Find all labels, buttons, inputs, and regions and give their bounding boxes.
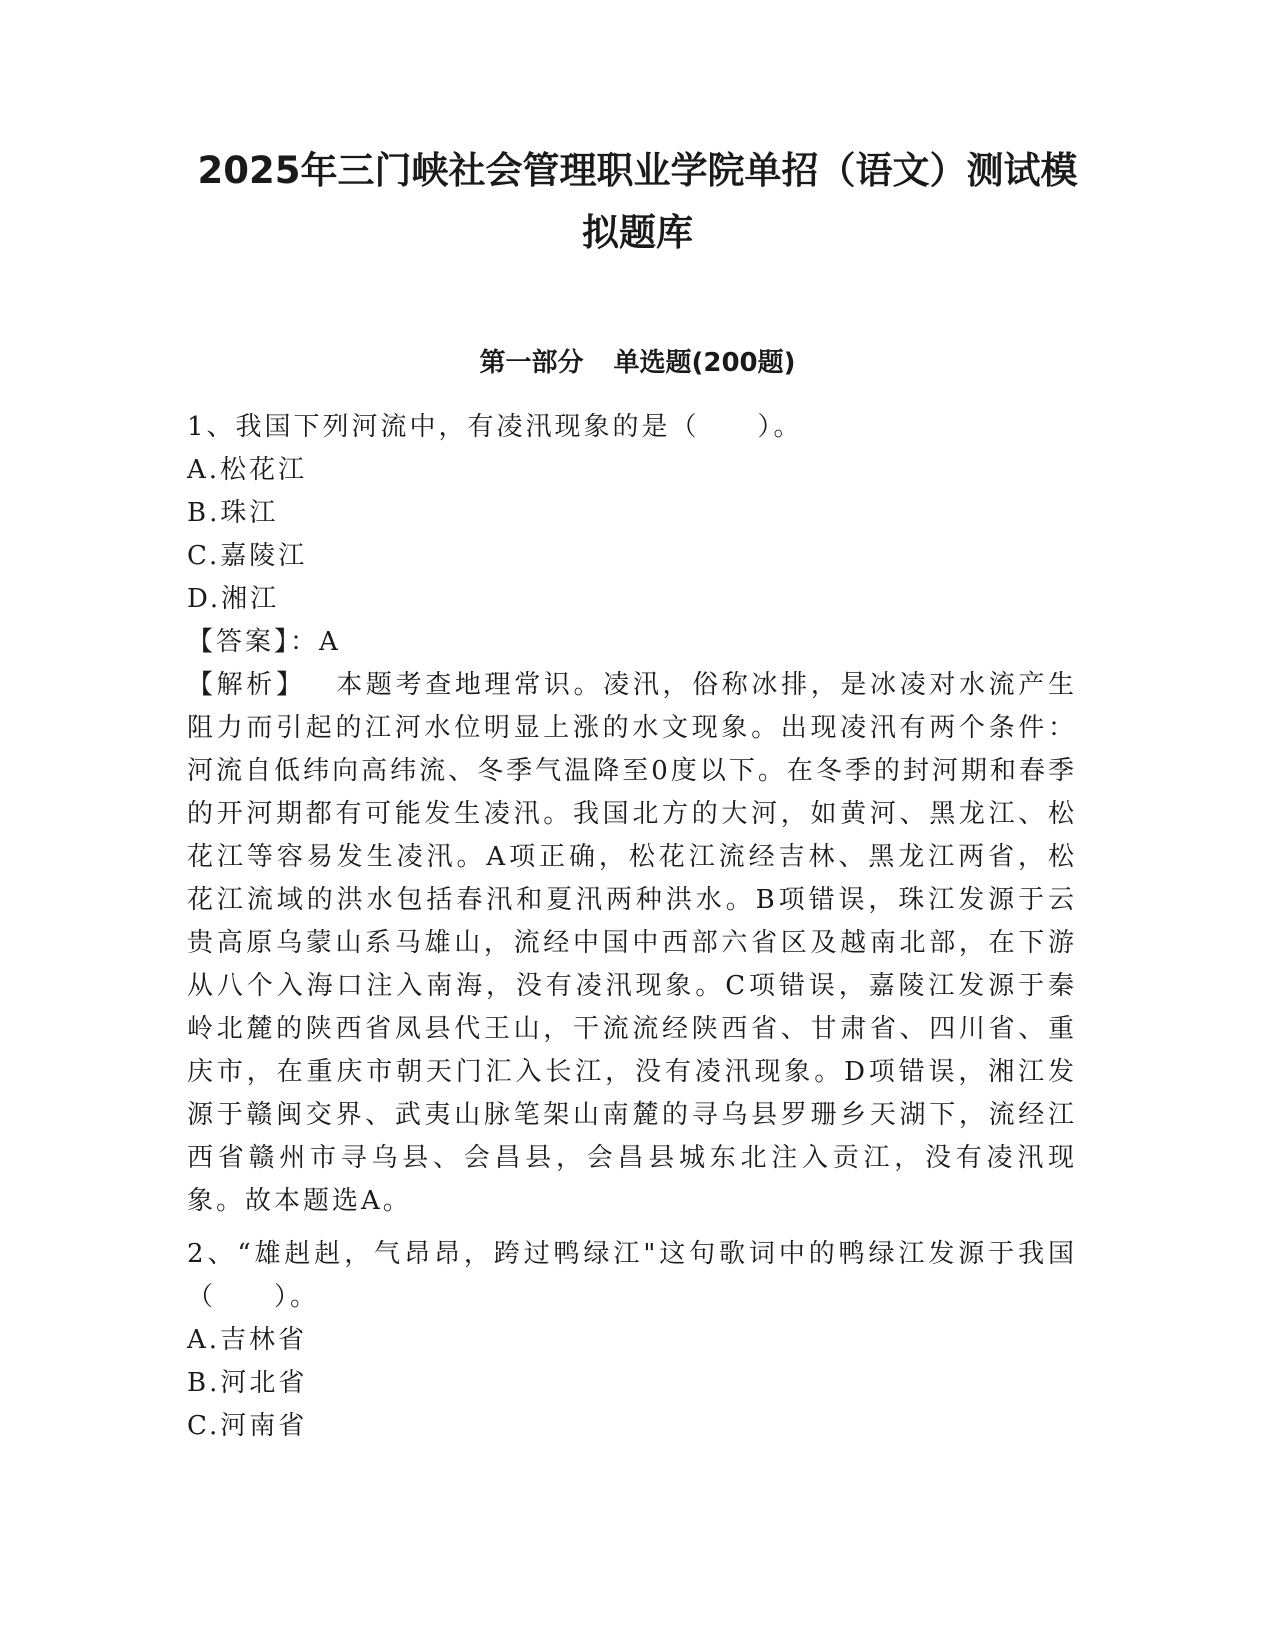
document-title-line-2: 拟题库 [582,211,693,254]
question-stem: 1、我国下列河流中，有凌汛现象的是（ ）。 [187,412,803,442]
option-b: B.河北省 [187,1368,308,1398]
option-a: A.松花江 [187,455,308,485]
section-heading [150,343,1125,383]
section-heading-type: 单选题(200题) [613,348,796,378]
option-d: D.湘江 [187,584,280,614]
document-title-line-1: 2025年三门峡社会管理职业学院单招（语文）测试模 [197,149,1078,192]
question-2 [187,1233,1077,1448]
answer-label: 【答案】： [187,627,320,657]
document-title [150,140,1125,264]
option-b: B.珠江 [187,498,279,528]
option-c: C.河南省 [187,1411,308,1441]
section-heading-part: 第一部分 [479,348,584,378]
answer-line [187,621,1077,664]
analysis-text: 本题考查地理常识。凌汛，俗称冰排，是冰凌对水流产生阻力而引起的江河水位明显上涨的水文现象。出现凌汛有两个条件：河流自低纬向高纬流、冬季气温降至0度以下。在冬季的封河期和春季的开河期都有可能发生凌汛。我国北方的大河，如黄河、黑龙江、松花江等容易发生凌汛。A项正确，松花江流经吉林、黑龙江两省，松花江流域的洪水包括春汛和夏汛两种洪水。B项错误，珠江发源于云贵高原乌蒙山系马雄山，流经中国中西部六省区及越南北部，在下游从八个入海口注入南海，没有凌汛现象。C项错误，嘉陵江发源于秦岭北麓的陕西省凤县代王山，干流流经陕西省、甘肃省、四川省、重庆市，在重庆市朝天门汇入长江，没有凌汛现象。D项错误，湘江发源于赣闽交界、武夷山脉笔架山南麓的寻乌县罗珊乡天湖下，流经江西省赣州市寻乌县、会昌县，会昌县城东北注入贡江，没有凌汛现象。故本题选A。 [187,670,1077,1216]
option-c: C.嘉陵江 [187,541,308,571]
question-list [187,406,1077,1448]
question-stem: 2、“雄赳赳，气昂昂，跨过鸭绿江"这句歌词中的鸭绿江发源于我国（ ）。 [187,1239,1077,1312]
answer-value: A [319,627,341,657]
analysis-label: 【解析】 [187,670,306,700]
analysis-block [187,664,1077,1223]
option-a: A.吉林省 [187,1325,308,1355]
question-1 [187,406,1077,1223]
